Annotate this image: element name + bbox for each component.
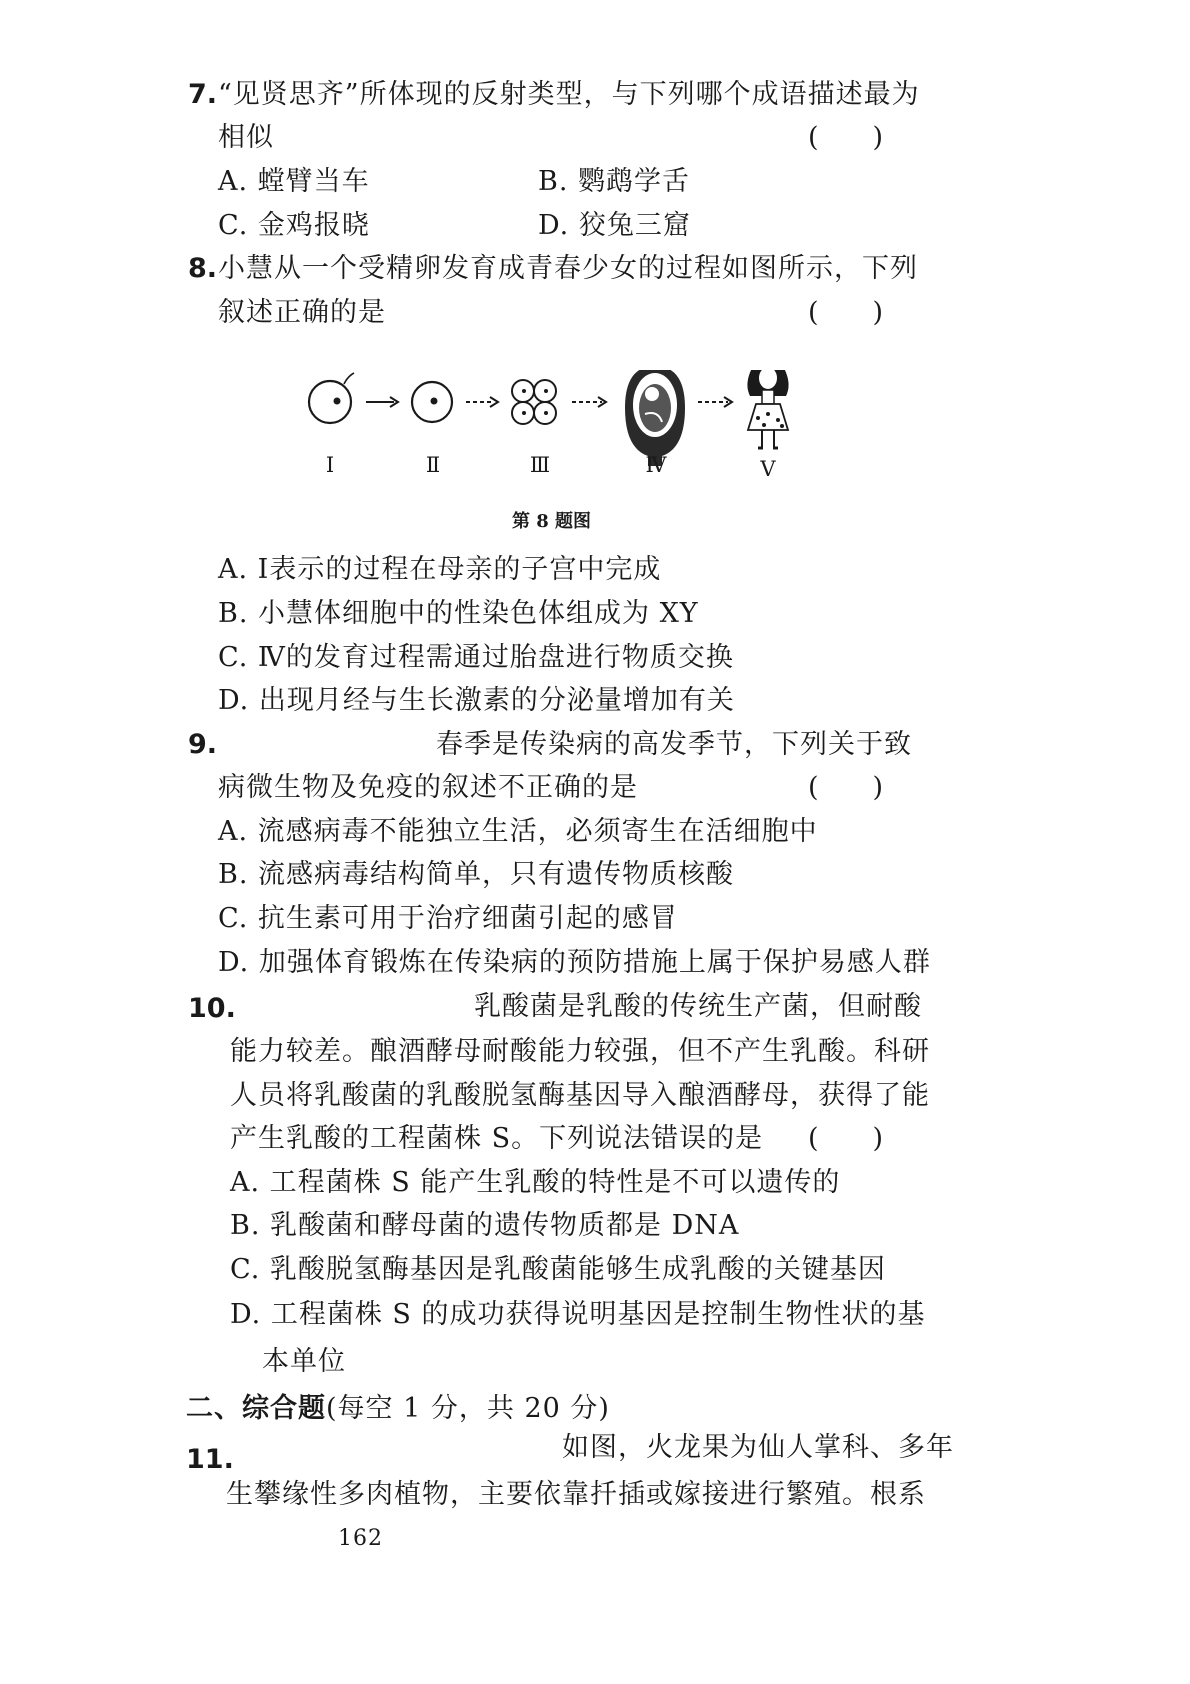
q9-option-d: D. 加强体育锻炼在传染病的预防措施上属于保护易感人群 (218, 947, 931, 978)
q8-option-a: A. Ⅰ表示的过程在母亲的子宫中完成 (218, 554, 662, 585)
figure-label-5: Ⅴ (760, 457, 776, 481)
q9-answer-paren: ( ) (808, 772, 884, 803)
q9-option-b: B. 流感病毒结构简单，只有遗传物质核酸 (218, 859, 735, 890)
dashed-arrow-icon (572, 397, 606, 407)
q9-number: 9. (188, 729, 218, 760)
q8-stem-line1: 小慧从一个受精卵发育成青春少女的过程如图所示，下列 (218, 253, 918, 284)
q9-option-c: C. 抗生素可用于治疗细菌引起的感冒 (218, 903, 678, 934)
q8-answer-paren: ( ) (808, 297, 884, 328)
q10-stem-line3: 人员将乳酸菌的乳酸脱氢酶基因导入酿酒酵母，获得了能 (230, 1080, 930, 1111)
girl-icon (747, 370, 788, 448)
section-title: 二、综合题 (186, 1393, 326, 1424)
q10-option-b: B. 乳酸菌和酵母菌的遗传物质都是 DNA (230, 1210, 740, 1241)
fertilized-egg-icon (309, 373, 354, 423)
q10-option-c: C. 乳酸脱氢酶基因是乳酸菌能够生成乳酸的关键基因 (230, 1254, 886, 1285)
q7-answer-paren: ( ) (808, 122, 884, 153)
q10-option-d-line2: 本单位 (262, 1346, 346, 1377)
q8-stem-line2: 叙述正确的是 (218, 297, 386, 328)
dashed-arrow-icon (466, 397, 498, 407)
q8-number: 8. (188, 253, 218, 284)
q8-option-c: C. Ⅳ的发育过程需通过胎盘进行物质交换 (218, 642, 734, 673)
q8-option-b: B. 小慧体细胞中的性染色体组成为 XY (218, 598, 699, 629)
q10-number: 10. (188, 993, 236, 1024)
q10-option-a: A. 工程菌株 S 能产生乳酸的特性是不可以遗传的 (230, 1167, 841, 1198)
q7-stem-line2: 相似 (218, 122, 274, 153)
dashed-arrow-icon (698, 397, 732, 407)
figure-label-2: Ⅱ (425, 453, 441, 477)
section-score-note: (每空 1 分，共 20 分) (326, 1393, 610, 1424)
q11-stem-line1: 如图，火龙果为仙人掌科、多年 (562, 1432, 954, 1463)
figure-label-3: Ⅲ (529, 453, 551, 477)
q10-stem-line2: 能力较差。酿酒酵母耐酸能力较强，但不产生乳酸。科研 (230, 1036, 930, 1067)
q9-option-a: A. 流感病毒不能独立生活，必须寄生在活细胞中 (218, 816, 818, 847)
q7-stem-line1: “见贤思齐”所体现的反射类型，与下列哪个成语描述最为 (218, 79, 920, 110)
q7-number: 7. (188, 79, 218, 110)
q10-stem-line4: 产生乳酸的工程菌株 S。下列说法错误的是 (230, 1123, 764, 1154)
fetus-in-uterus-icon (625, 370, 685, 466)
four-cell-embryo-icon (512, 380, 556, 424)
q10-stem-line1: 乳酸菌是乳酸的传统生产菌，但耐酸 (474, 991, 922, 1022)
q7-option-d: D. 狡兔三窟 (538, 210, 691, 241)
figure-label-4: Ⅳ (645, 453, 667, 477)
solid-arrow-icon (366, 397, 398, 407)
q10-option-d-line1: D. 工程菌株 S 的成功获得说明基因是控制生物性状的基 (230, 1299, 926, 1330)
page-number: 162 (338, 1526, 383, 1551)
q8-option-d: D. 出现月经与生长激素的分泌量增加有关 (218, 685, 735, 716)
q9-stem-line1: 春季是传染病的高发季节，下列关于致 (436, 729, 912, 760)
q9-stem-line2: 病微生物及免疫的叙述不正确的是 (218, 772, 638, 803)
single-cell-icon (412, 382, 452, 422)
figure-label-1: Ⅰ (325, 453, 335, 477)
q7-option-a: A. 螳臂当车 (218, 166, 370, 197)
q7-option-c: C. 金鸡报晓 (218, 210, 370, 241)
figure-caption: 第 8 题图 (512, 511, 592, 532)
q7-option-b: B. 鹦鹉学舌 (538, 166, 691, 197)
section-heading (186, 1392, 610, 1426)
q11-stem-line2: 生攀缘性多肉植物，主要依靠扦插或嫁接进行繁殖。根系 (226, 1479, 926, 1510)
q11-number: 11. (186, 1444, 234, 1475)
development-figure (300, 370, 820, 500)
q10-answer-paren: ( ) (808, 1123, 884, 1154)
